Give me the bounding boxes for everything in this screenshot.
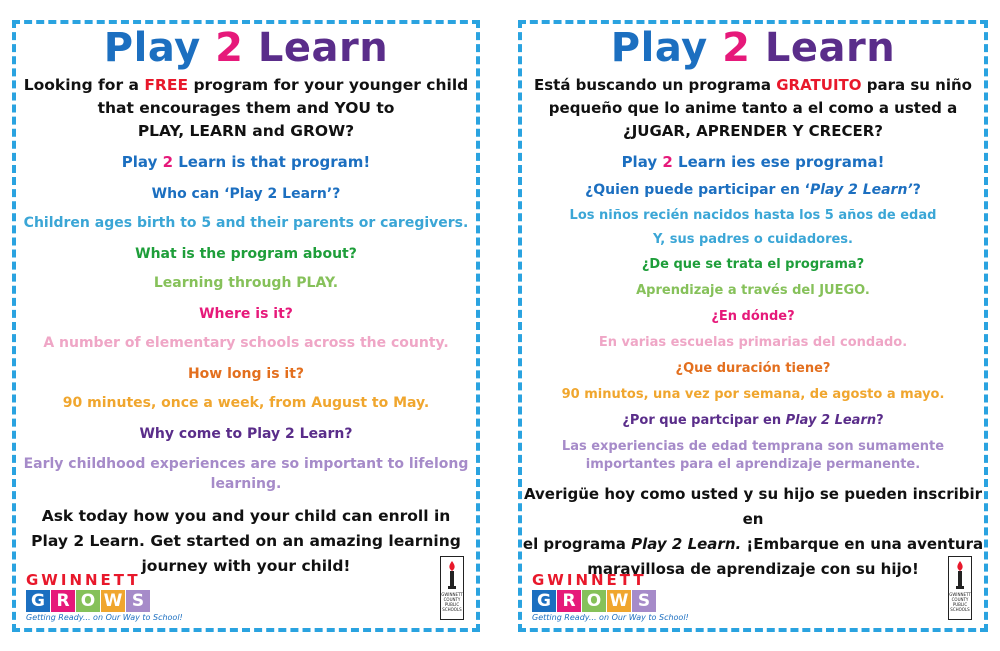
that-program-line: Play 2 Learn is that program! (121, 153, 371, 171)
answer-where: A number of elementary schools across the county. (43, 335, 449, 351)
that-program-line: Play 2 Learn ies ese programa! (621, 153, 885, 171)
question-who: Who can ‘Play 2 Learn’? (151, 186, 341, 202)
gwinnett-grows-logo: GWINNETT G R O W S Getting Ready... on Our Way to School! (26, 571, 183, 622)
question-how-long: How long is it? (187, 366, 305, 382)
question-how-long: ¿Que duración tiene? (675, 361, 831, 376)
answer-what: Learning through PLAY. (153, 275, 339, 291)
question-what: ¿De que se trata el programa? (641, 257, 865, 272)
closing-text: Averigüe hoy como usted y su hijo se pueden inscribir en el programa Play 2 Learn. ¡Embarque en una aventura maravillosa de aprendizaje con su hijo! (522, 485, 984, 578)
question-what: What is the program about? (135, 246, 357, 262)
answer-why: Early childhood experiences are so important to lifelong learning. (23, 456, 469, 492)
question-who: ¿Quien puede participar en ‘Play 2 Learn’? (585, 182, 921, 198)
question-why: ¿Por que partcipar en Play 2 Learn? (622, 413, 884, 428)
school-seal-icon: GWINNETT COUNTY PUBLIC SCHOOLS (440, 556, 464, 620)
answer-where: En varias escuelas primarias del condado. (598, 335, 908, 350)
question-where: Where is it? (199, 306, 293, 322)
intro-text: Looking for a FREE program for your younger child that encourages them and YOU to PLAY, LEARN and GROW? (23, 76, 469, 140)
closing-text: Ask today how you and your child can enroll in Play 2 Learn. Get started on an amazing learning journey with your child! (31, 507, 461, 575)
answer-why: Las experiencias de edad temprana son sumamente importantes para el aprendizaje permanente. (561, 439, 945, 472)
flyer-title: Play 2 Learn (103, 25, 389, 71)
answer-what: Aprendizaje a través del JUEGO. (636, 283, 870, 298)
answer-who: Los niños recién nacidos hasta los 5 años de edad Y, sus padres o cuidadores. (569, 208, 937, 247)
flyer-title: Play 2 Learn (610, 25, 896, 71)
gwinnett-grows-logo: GWINNETT G R O W S Getting Ready... on Our Way to School! (532, 571, 689, 622)
answer-how-long: 90 minutos, una vez por semana, de agosto a mayo. (561, 387, 945, 402)
answer-who: Children ages birth to 5 and their parents or caregivers. (23, 215, 469, 231)
question-why: Why come to Play 2 Learn? (139, 426, 353, 442)
english-flyer (12, 20, 480, 632)
question-where: ¿En dónde? (711, 309, 795, 324)
school-seal-icon: GWINNETT COUNTY PUBLIC SCHOOLS (948, 556, 972, 620)
intro-text: Está buscando un programa GRATUITO para su niño pequeño que lo anime tanto a el como a usted a ¿JUGAR, APRENDER Y CRECER? (533, 76, 972, 140)
spanish-flyer (518, 20, 988, 632)
answer-how-long: 90 minutes, once a week, from August to May. (62, 395, 430, 411)
